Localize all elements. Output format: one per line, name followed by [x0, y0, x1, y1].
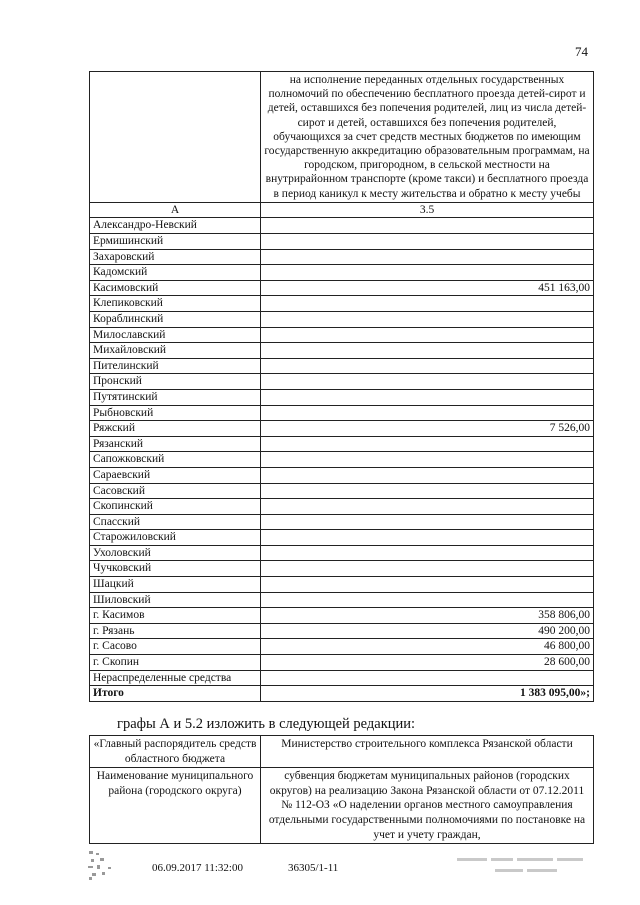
table-row [90, 218, 594, 234]
district-amount [261, 499, 594, 515]
district-amount [261, 296, 594, 312]
district-amount [261, 592, 594, 608]
table-row [90, 421, 594, 437]
table-row [90, 389, 594, 405]
budget-manager-label: «Главный распорядитель средств областного бюджета [90, 736, 261, 768]
district-name: Сапожковский [90, 452, 261, 468]
district-name: Спасский [90, 514, 261, 530]
column-label-a: А [90, 202, 261, 218]
district-amount [261, 374, 594, 390]
district-name: г. Скопин [90, 655, 261, 671]
district-name: Ряжский [90, 421, 261, 437]
district-name: Сараевский [90, 467, 261, 483]
district-name: Александро-Невский [90, 218, 261, 234]
faded-stamp-icon [455, 854, 595, 880]
district-name: Шацкий [90, 577, 261, 593]
table-row [90, 296, 594, 312]
table-row [90, 623, 594, 639]
table-row [90, 311, 594, 327]
table-row [90, 545, 594, 561]
district-name: Старожиловский [90, 530, 261, 546]
table-row [90, 467, 594, 483]
table-row [90, 436, 594, 452]
table-row [90, 577, 594, 593]
table-row [90, 280, 594, 296]
district-name: Скопинский [90, 499, 261, 515]
column-label-row [90, 202, 594, 218]
district-amount: 358 806,00 [261, 608, 594, 624]
column-label-3-5: 3.5 [261, 202, 594, 218]
district-amount [261, 234, 594, 250]
district-name: Захаровский [90, 249, 261, 265]
page-number: 74 [575, 44, 588, 59]
district-amount [261, 249, 594, 265]
footer-doc-number: 36305/1-11 [288, 862, 339, 874]
district-amount [261, 405, 594, 421]
district-name: Нераспределенные средства [90, 670, 261, 686]
municipality-column-label: Наименование муниципального района (городского округа) [90, 768, 261, 844]
district-name: Шиловский [90, 592, 261, 608]
district-name: Пронский [90, 374, 261, 390]
district-amount [261, 327, 594, 343]
district-amount [261, 545, 594, 561]
footer-timestamp: 06.09.2017 11:32:00 [152, 862, 243, 874]
district-amount [261, 514, 594, 530]
table-header-row [90, 72, 594, 203]
district-amount [261, 218, 594, 234]
district-amount: 28 600,00 [261, 655, 594, 671]
district-amount [261, 389, 594, 405]
table-row [90, 358, 594, 374]
district-amount [261, 452, 594, 468]
district-name: Кораблинский [90, 311, 261, 327]
district-name: Сасовский [90, 483, 261, 499]
header-description: на исполнение переданных отдельных государственных полномочий по обеспечению бесплатного проезда детей-сирот и детей, оставшихся без попечения родителей, лиц из числа детей-сирот и детей, оставшихся без попечения родителей, обучающихся за счет средств местных бюджетов по имеющим государственную аккредитацию образовательным программам, на городском, пригородном, в сельской местности на внутрирайонном транспорте (кроме такси) и бесплатного проезда в период каникул к месту жительства и обратно к месту учебы [261, 72, 594, 203]
table-row [90, 405, 594, 421]
district-name: Рязанский [90, 436, 261, 452]
district-name: Милославский [90, 327, 261, 343]
table-row [90, 249, 594, 265]
district-name: г. Рязань [90, 623, 261, 639]
district-amount [261, 577, 594, 593]
district-amount [261, 311, 594, 327]
table-row [90, 561, 594, 577]
district-name: Чучковский [90, 561, 261, 577]
next-table-row-1 [90, 736, 594, 768]
district-name: г. Касимов [90, 608, 261, 624]
district-name: Рыбновский [90, 405, 261, 421]
table-row [90, 655, 594, 671]
section-instruction: графы А и 5.2 изложить в следующей редакции: [117, 716, 416, 732]
table-row [90, 514, 594, 530]
district-amount: 490 200,00 [261, 623, 594, 639]
total-row [90, 686, 594, 702]
table-row [90, 234, 594, 250]
table-row [90, 452, 594, 468]
table-row [90, 670, 594, 686]
district-amount [261, 530, 594, 546]
district-name: Ухоловский [90, 545, 261, 561]
total-label: Итого [90, 686, 261, 702]
table-row [90, 343, 594, 359]
district-name: Касимовский [90, 280, 261, 296]
next-table-row-2 [90, 768, 594, 844]
table-row [90, 639, 594, 655]
district-amount [261, 467, 594, 483]
district-amount [261, 483, 594, 499]
table-row [90, 499, 594, 515]
ministry-name: Министерство строительного комплекса Рязанской области [261, 736, 594, 768]
table-row [90, 374, 594, 390]
district-amount: 451 163,00 [261, 280, 594, 296]
table-row [90, 327, 594, 343]
district-amount: 46 800,00 [261, 639, 594, 655]
total-amount: 1 383 095,00»; [261, 686, 594, 702]
district-amount [261, 343, 594, 359]
district-amount [261, 561, 594, 577]
district-name: Кадомский [90, 265, 261, 281]
table-row [90, 483, 594, 499]
table-row [90, 592, 594, 608]
subvention-description: субвенция бюджетам муниципальных районов (городских округов) на реализацию Закона Рязанской области от 07.12.2011 № 112-ОЗ «О наделении органов местного самоуправления отдельными государственными полномочиями по постановке на учет и учету граждан, [261, 768, 594, 844]
table-row [90, 265, 594, 281]
district-name: Михайловский [90, 343, 261, 359]
district-amount [261, 265, 594, 281]
district-name: Клепиковский [90, 296, 261, 312]
scanner-stamp-icon [86, 848, 124, 882]
header-empty-cell [90, 72, 261, 203]
appropriations-table [89, 71, 594, 702]
district-amount [261, 436, 594, 452]
district-name: Ермишинский [90, 234, 261, 250]
district-amount: 7 526,00 [261, 421, 594, 437]
district-name: г. Сасово [90, 639, 261, 655]
district-amount [261, 670, 594, 686]
next-table [89, 735, 594, 844]
district-name: Пителинский [90, 358, 261, 374]
district-name: Путятинский [90, 389, 261, 405]
table-row [90, 530, 594, 546]
district-amount [261, 358, 594, 374]
table-row [90, 608, 594, 624]
